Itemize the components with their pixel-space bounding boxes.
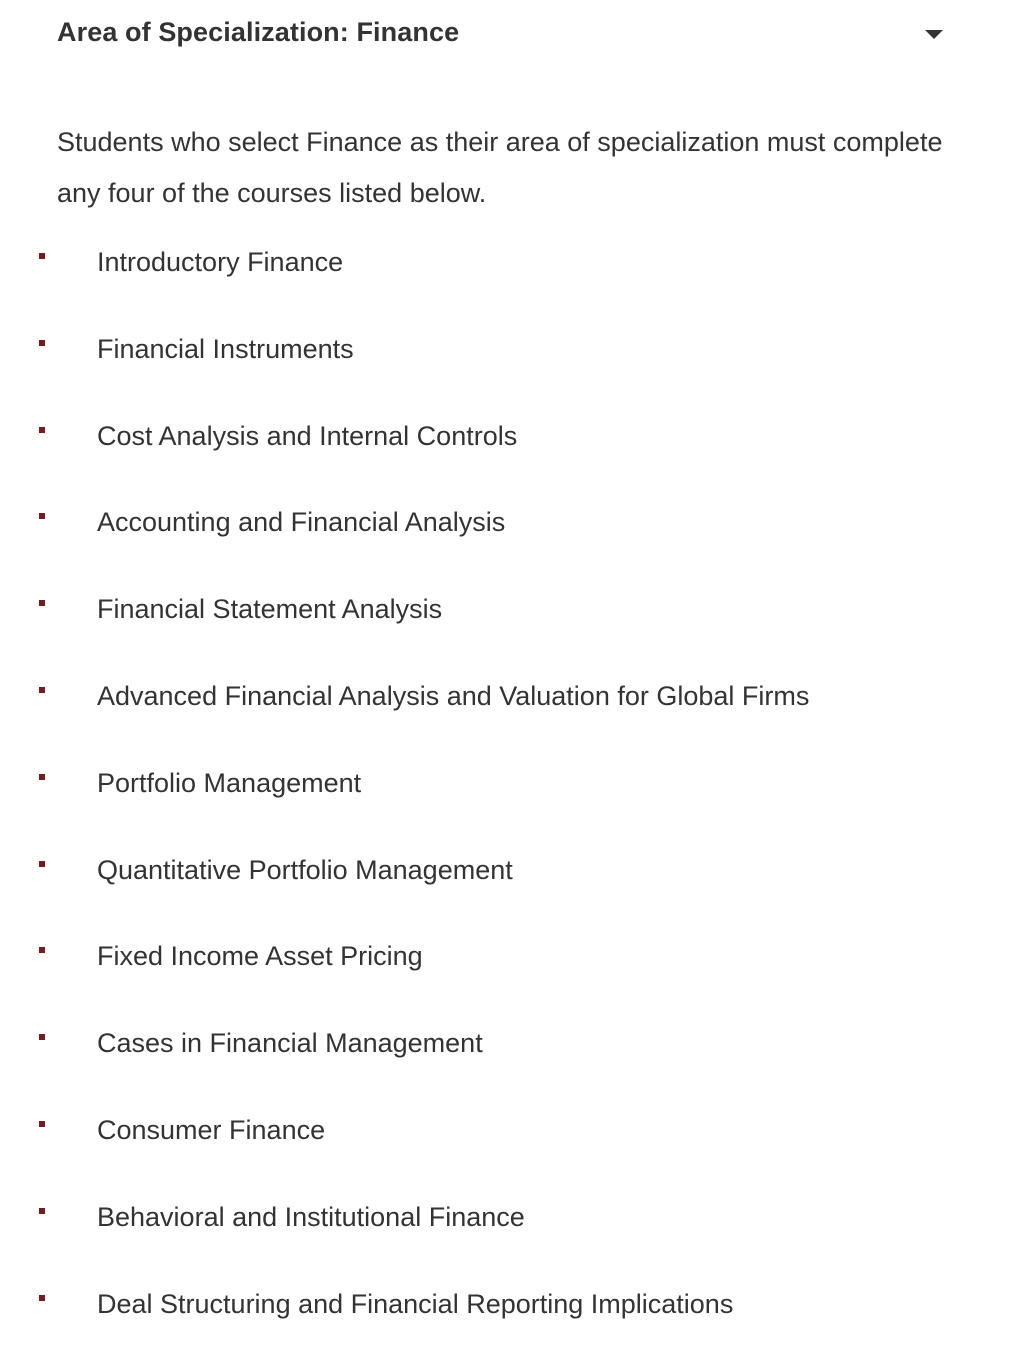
course-label: Consumer Finance <box>97 1114 326 1145</box>
course-label: Cost Analysis and Internal Controls <box>97 420 518 451</box>
bullet-icon <box>39 774 45 780</box>
list-item <box>0 759 1000 846</box>
accordion-title: Area of Specialization: Finance <box>57 17 460 47</box>
caret-down-icon[interactable] <box>925 30 943 39</box>
list-item <box>0 672 1000 759</box>
bullet-icon <box>39 340 45 346</box>
list-item <box>0 1280 1000 1366</box>
course-label: Accounting and Financial Analysis <box>97 507 506 538</box>
bullet-icon <box>39 1121 45 1127</box>
bullet-icon <box>39 1208 45 1214</box>
course-label: Advanced Financial Analysis and Valuation for Global Firms <box>97 680 810 711</box>
bullet-icon <box>39 600 45 606</box>
course-list <box>0 238 1000 1366</box>
bullet-icon <box>39 947 45 953</box>
accordion-header[interactable] <box>0 0 1030 72</box>
course-label: Deal Structuring and Financial Reporting Implications <box>97 1288 734 1319</box>
list-item <box>0 1193 1000 1280</box>
list-item <box>0 1106 1000 1193</box>
bullet-icon <box>39 1295 45 1301</box>
list-item <box>0 846 1000 933</box>
course-label: Portfolio Management <box>97 767 362 798</box>
list-item <box>0 412 1000 499</box>
course-label: Fixed Income Asset Pricing <box>97 941 423 972</box>
list-item <box>0 325 1000 412</box>
course-label: Behavioral and Institutional Finance <box>97 1201 525 1232</box>
bullet-icon <box>39 513 45 519</box>
course-label: Introductory Finance <box>97 247 344 277</box>
course-label: Quantitative Portfolio Management <box>97 854 513 885</box>
bullet-icon <box>39 687 45 693</box>
intro-text: Students who select Finance as their area of specialization must complete any four of the courses listed below. <box>57 127 943 208</box>
bullet-icon <box>39 253 45 259</box>
course-label: Financial Statement Analysis <box>97 594 443 625</box>
course-label: Cases in Financial Management <box>97 1028 483 1059</box>
list-item <box>0 1019 1000 1106</box>
list-item <box>0 932 1000 1019</box>
bullet-icon <box>39 427 45 433</box>
list-item <box>0 238 1000 325</box>
bullet-icon <box>39 861 45 867</box>
bullet-icon <box>39 1034 45 1040</box>
list-item <box>0 498 1000 585</box>
course-label: Financial Instruments <box>97 333 354 364</box>
list-item <box>0 585 1000 672</box>
